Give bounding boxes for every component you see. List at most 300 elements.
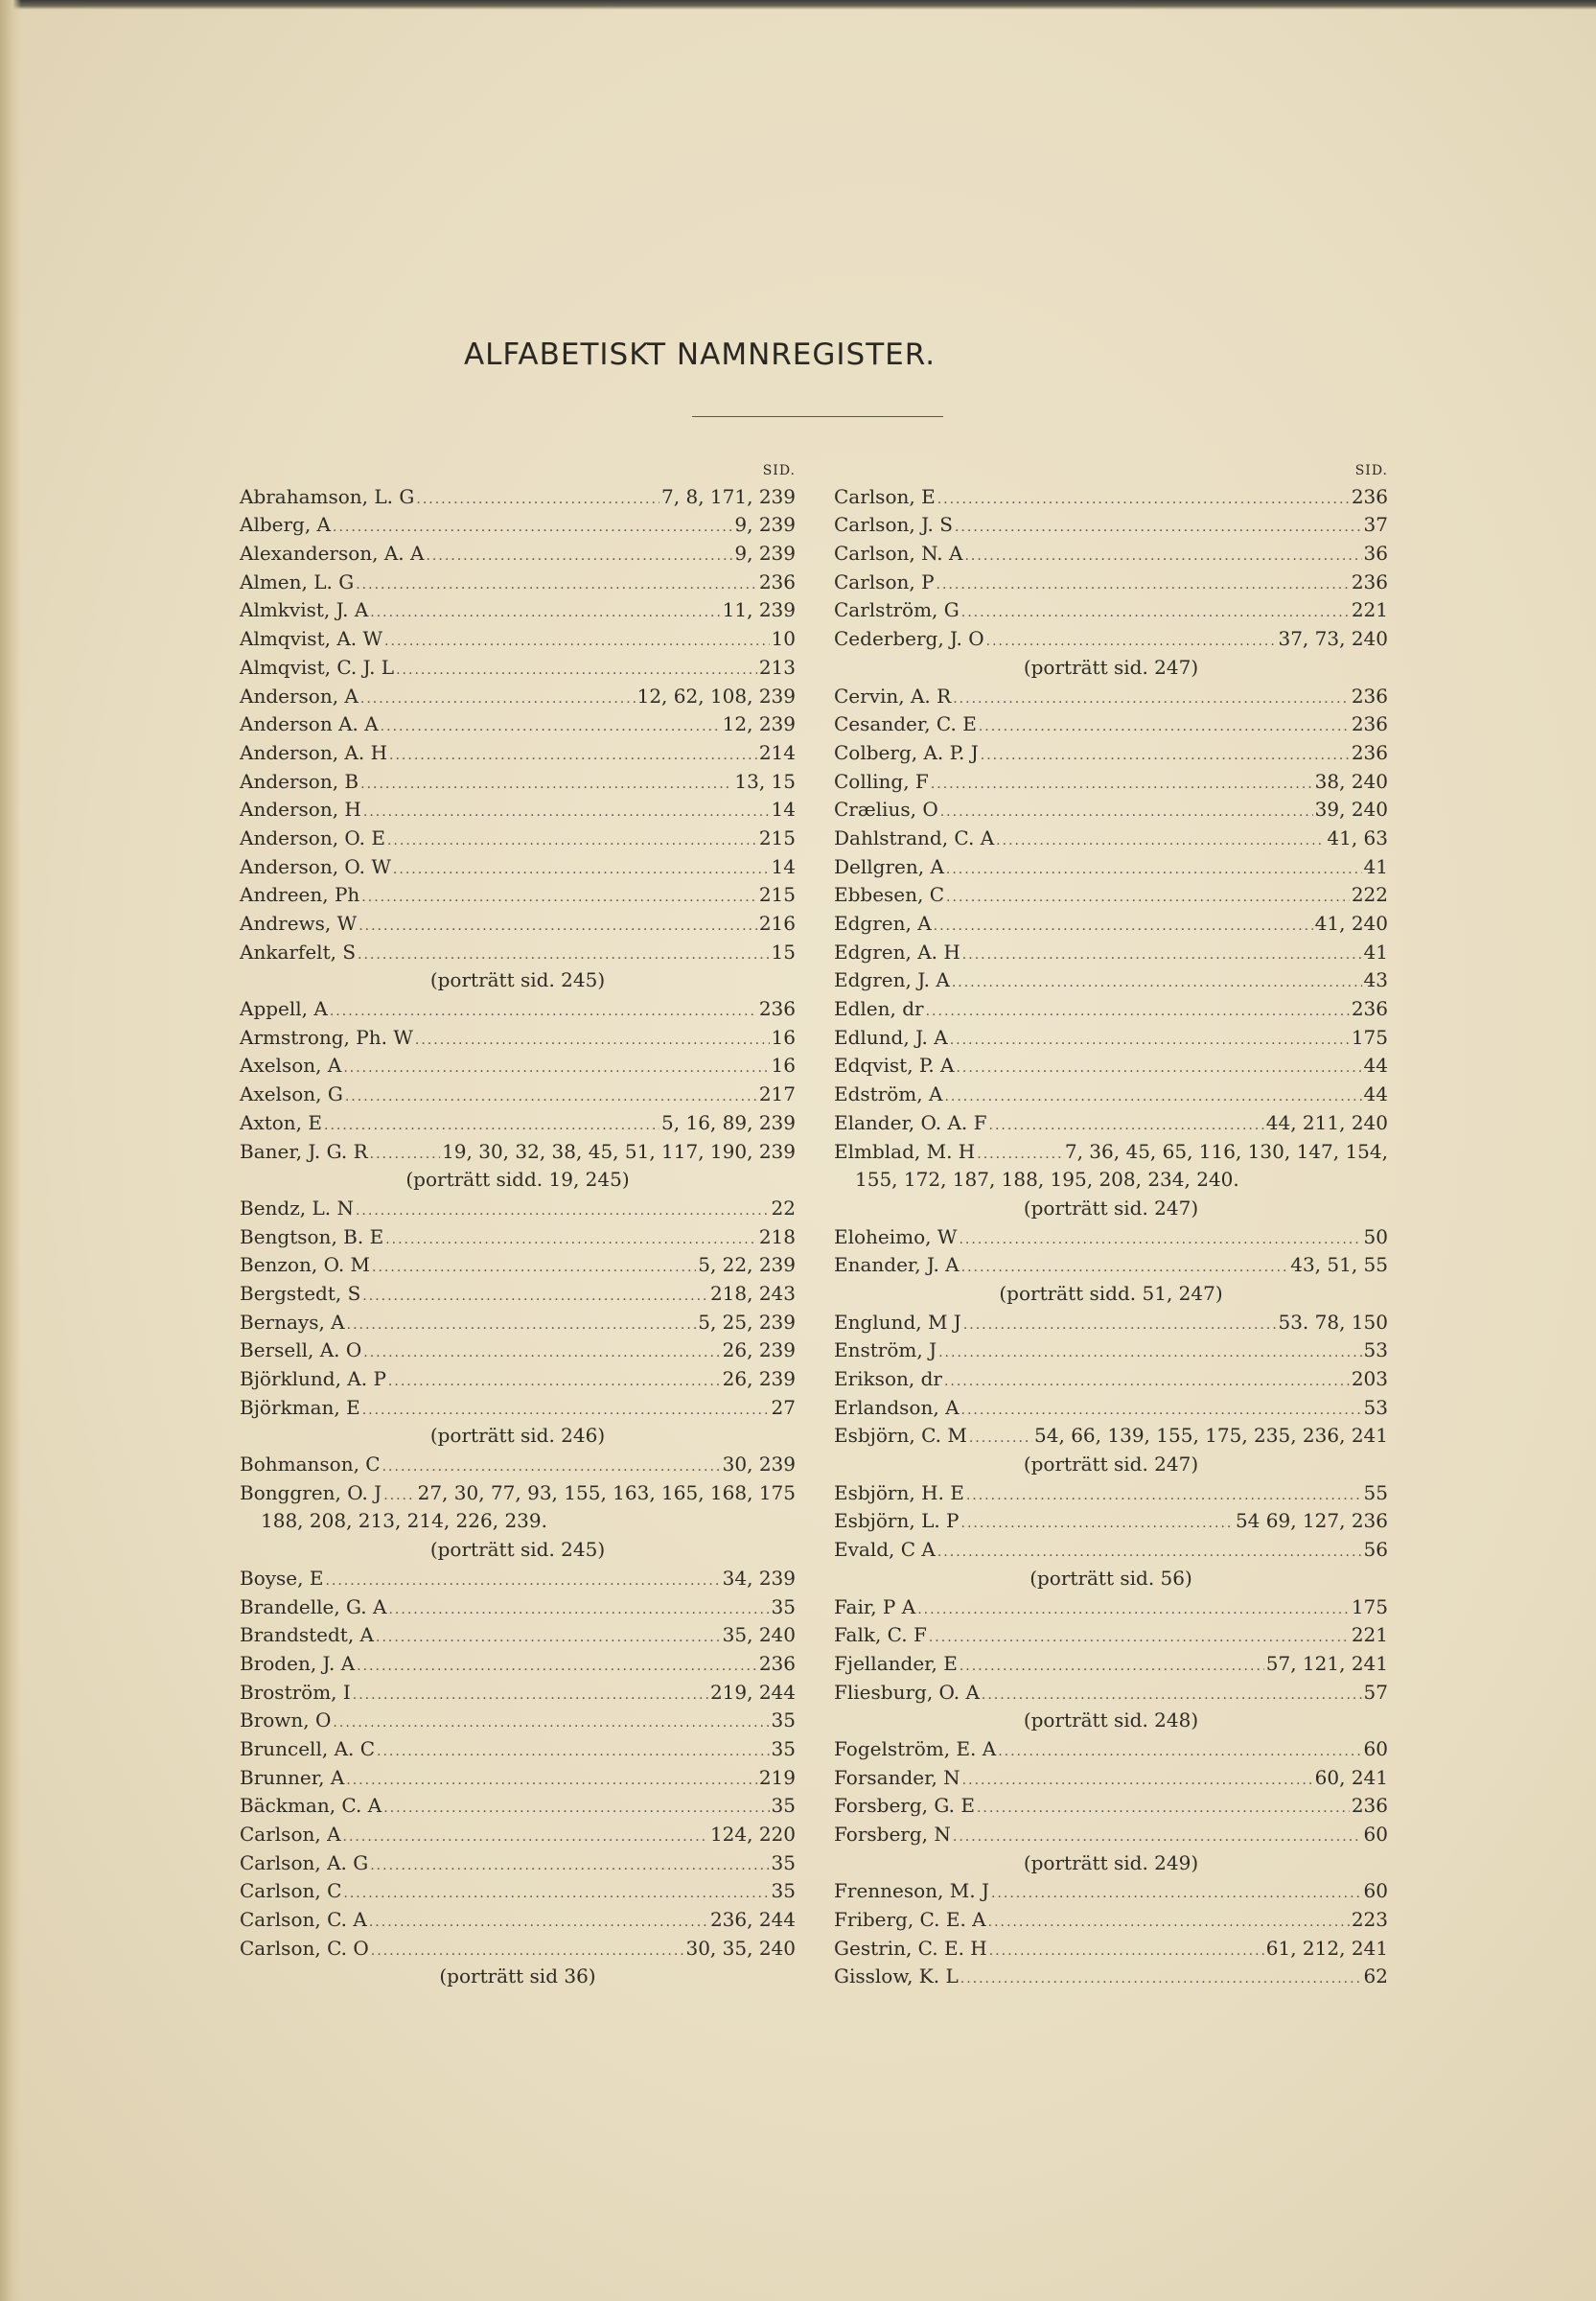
entry-name: Carlson, C — [240, 1879, 342, 1903]
entry-pages: 35, 240 — [722, 1623, 796, 1647]
dot-leader — [961, 1397, 1362, 1426]
entry-pages: 60 — [1363, 1736, 1388, 1760]
entry-name: Edström, A — [834, 1082, 943, 1106]
entry-pages: 9, 239 — [734, 513, 796, 537]
dot-leader — [377, 1738, 770, 1767]
entry-name: Frenneson, M. J — [834, 1879, 989, 1903]
entry-name: Carlson, E — [834, 484, 936, 508]
dot-leader — [381, 713, 721, 742]
index-entry — [834, 1536, 1388, 1565]
left-index-column — [240, 454, 796, 1991]
index-entry — [240, 1024, 796, 1053]
entry-pages: 60, 241 — [1314, 1765, 1388, 1789]
index-entry — [834, 939, 1388, 967]
dot-leader — [962, 941, 1362, 970]
dot-leader — [981, 742, 1350, 771]
entry-name: Armstrong, Ph. W — [240, 1025, 413, 1049]
dot-leader — [356, 571, 757, 600]
index-entry — [834, 1877, 1388, 1906]
entry-pages: 22 — [771, 1196, 796, 1220]
entry-name: Appell, A — [240, 997, 328, 1021]
entry-pages: 34, 239 — [722, 1566, 796, 1590]
index-entry — [834, 1650, 1388, 1679]
index-entry — [834, 1963, 1388, 1991]
entry-name: Dahlstrand, C. A — [834, 825, 995, 849]
entry-pages: 57 — [1363, 1680, 1388, 1704]
entry-name: Fair, P A — [834, 1594, 916, 1618]
entry-name: Enström, J — [834, 1338, 937, 1362]
portrait-note: (porträtt sid. 247) — [1023, 1453, 1199, 1476]
index-entry — [834, 853, 1388, 882]
dot-leader — [946, 856, 1362, 885]
entry-continuation: 188, 208, 213, 214, 226, 239. — [261, 1509, 547, 1533]
entry-name: Forsander, N — [834, 1765, 960, 1789]
index-entry — [834, 825, 1388, 853]
entry-name: Andreen, Ph — [240, 883, 360, 907]
index-entry — [834, 1479, 1388, 1508]
entry-pages: 37, 73, 240 — [1278, 627, 1388, 651]
entry-pages: 5, 22, 239 — [698, 1253, 796, 1277]
entry-pages: 14 — [771, 798, 796, 822]
right-index-column — [834, 454, 1388, 1991]
dot-leader — [966, 1482, 1362, 1511]
entry-pages: 10 — [771, 627, 796, 651]
entry-pages: 12, 62, 108, 239 — [636, 684, 796, 708]
index-entry — [834, 995, 1388, 1024]
entry-name: Elander, O. A. F — [834, 1110, 987, 1134]
index-entry — [240, 1735, 796, 1764]
entry-pages: 221 — [1351, 1623, 1388, 1647]
dot-leader — [952, 969, 1362, 998]
portrait-note: (porträtt sid 36) — [439, 1964, 596, 1988]
entry-name: Edlund, J. A — [834, 1025, 948, 1049]
dot-leader — [371, 1938, 684, 1966]
entry-pages: 203 — [1351, 1367, 1388, 1390]
entry-pages: 38, 240 — [1314, 769, 1388, 793]
entry-name: Bonggren, O. J — [240, 1480, 382, 1504]
index-entry — [240, 1451, 796, 1479]
dot-leader — [393, 856, 770, 885]
entry-name: Bengtson, B. E — [240, 1224, 384, 1248]
index-entry — [834, 1679, 1388, 1708]
index-entry — [834, 796, 1388, 825]
entry-pages: 218, 243 — [709, 1281, 796, 1305]
index-entry — [240, 825, 796, 853]
dot-leader — [360, 771, 732, 800]
entry-name: Brown, O — [240, 1708, 332, 1732]
index-entry — [240, 1309, 796, 1337]
entry-pages: 236 — [758, 1651, 796, 1675]
entry-name: Esbjörn, C. M — [834, 1424, 967, 1448]
index-entry — [834, 881, 1388, 910]
dot-leader — [370, 1141, 440, 1170]
dot-leader — [363, 1339, 720, 1368]
entry-pages: 54, 66, 139, 155, 175, 235, 236, 241 — [1034, 1424, 1388, 1448]
entry-pages: 39, 240 — [1314, 798, 1388, 822]
index-entry — [834, 1735, 1388, 1764]
dot-leader — [950, 1027, 1350, 1056]
index-entry — [240, 1849, 796, 1878]
dot-leader — [940, 799, 1313, 827]
entry-name: Carlson, P — [834, 569, 935, 593]
entry-pages: 19, 30, 32, 38, 45, 51, 117, 190, 239 — [442, 1139, 796, 1163]
entry-name: Anderson, O. W — [240, 854, 391, 878]
dot-leader — [979, 713, 1350, 742]
dot-leader — [988, 1909, 1350, 1938]
index-entry — [834, 966, 1388, 995]
entry-name: Falk, C. F — [834, 1623, 927, 1647]
index-entry — [240, 1081, 796, 1109]
entry-pages: 16 — [771, 1025, 796, 1049]
entry-pages: 236, 244 — [709, 1908, 796, 1932]
index-entry — [240, 1280, 796, 1309]
entry-pages: 213 — [758, 655, 796, 679]
portrait-note: (porträtt sid. 247) — [1023, 655, 1199, 679]
dot-leader — [415, 1027, 770, 1056]
entry-name: Erikson, dr — [834, 1367, 942, 1390]
entry-name: Evald, C A — [834, 1538, 936, 1562]
entry-name: Cervin, A. R — [834, 684, 952, 708]
entry-pages: 62 — [1363, 1964, 1388, 1988]
index-entry — [240, 540, 796, 569]
entry-name: Broden, J. A — [240, 1651, 356, 1675]
left-sid-header: SID. — [762, 463, 796, 478]
entry-pages: 50 — [1363, 1224, 1388, 1248]
entry-pages: 5, 25, 239 — [698, 1310, 796, 1334]
entry-name: Esbjörn, L. P — [834, 1509, 960, 1533]
entry-name: Anderson, H — [240, 798, 361, 822]
dot-leader — [977, 1141, 1063, 1170]
entry-name: Axelson, G — [240, 1082, 343, 1106]
entry-pages: 221 — [1351, 598, 1388, 622]
index-entry — [834, 1394, 1388, 1423]
entry-pages: 27 — [771, 1395, 796, 1419]
entry-pages: 35 — [771, 1594, 796, 1618]
index-entry — [834, 1593, 1388, 1622]
entry-pages: 53. 78, 150 — [1278, 1310, 1388, 1334]
entry-pages: 54 69, 127, 236 — [1235, 1509, 1388, 1533]
dot-leader — [388, 1596, 769, 1625]
dot-leader — [359, 913, 757, 941]
index-entry — [240, 768, 796, 797]
dot-leader — [383, 1795, 769, 1824]
index-entry — [240, 1336, 796, 1365]
entry-pages: 61, 212, 241 — [1265, 1936, 1388, 1960]
dot-leader — [996, 827, 1325, 856]
dot-leader — [991, 1880, 1362, 1909]
index-entry — [240, 1906, 796, 1935]
dot-leader — [998, 1738, 1361, 1767]
entry-pages: 12, 239 — [722, 712, 796, 736]
entry-pages: 215 — [758, 825, 796, 849]
dot-leader — [361, 884, 757, 913]
index-entry — [834, 1621, 1388, 1650]
entry-name: Edgren, J. A — [834, 968, 950, 992]
entry-name: Erlandson, A — [834, 1395, 960, 1419]
index-entry — [834, 1764, 1388, 1793]
title-rule — [692, 416, 943, 417]
entry-pages: 30, 35, 240 — [685, 1936, 796, 1960]
entry-pages: 41 — [1363, 854, 1388, 878]
dot-leader — [964, 543, 1361, 571]
dot-leader — [389, 742, 757, 771]
entry-pages: 60 — [1363, 1823, 1388, 1846]
entry-pages: 30, 239 — [722, 1453, 796, 1476]
portrait-note: (porträtt sid. 247) — [1023, 1196, 1199, 1220]
index-entry — [240, 1679, 796, 1708]
entry-pages: 219 — [758, 1765, 796, 1789]
index-entry — [240, 654, 796, 683]
dot-leader — [937, 1539, 1362, 1568]
dot-leader — [388, 1368, 721, 1397]
entry-name: Almen, L. G — [240, 569, 355, 593]
entry-pages: 60 — [1363, 1879, 1388, 1903]
entry-pages: 41, 63 — [1327, 825, 1388, 849]
index-entry — [834, 596, 1388, 625]
index-entry — [240, 1109, 796, 1138]
entry-name: Bendz, L. N — [240, 1196, 354, 1220]
entry-pages: 35 — [771, 1850, 796, 1874]
entry-pages: 11, 239 — [722, 598, 796, 622]
entry-pages: 41 — [1363, 940, 1388, 964]
dot-leader — [969, 1425, 1032, 1453]
entry-name: Alberg, A — [240, 513, 331, 537]
dot-leader — [346, 1767, 757, 1796]
index-entry — [240, 995, 796, 1024]
entry-name: Fogelström, E. A — [834, 1736, 997, 1760]
entry-pages: 216 — [758, 912, 796, 935]
index-entry — [834, 540, 1388, 569]
entry-pages: 9, 239 — [734, 542, 796, 566]
dot-leader — [357, 1653, 757, 1682]
portrait-note: (porträtt sid. 249) — [1023, 1850, 1199, 1874]
dot-leader — [385, 1226, 757, 1255]
entry-pages: 5, 16, 89, 239 — [661, 1110, 796, 1134]
entry-name: Baner, J. G. R — [240, 1139, 368, 1163]
entry-pages: 43, 51, 55 — [1290, 1253, 1388, 1277]
index-entry — [834, 1336, 1388, 1365]
entry-name: Benzon, O. M — [240, 1253, 371, 1277]
index-entry — [834, 1251, 1388, 1280]
dot-leader — [977, 1795, 1350, 1824]
entry-pages: 53 — [1363, 1338, 1388, 1362]
index-entry — [240, 1052, 796, 1081]
page-title: ALFABETISKT NAMNREGISTER. — [463, 337, 937, 372]
index-entry — [834, 768, 1388, 797]
dot-leader — [383, 1482, 415, 1511]
dot-leader — [963, 1312, 1277, 1340]
entry-name: Carlson, C. A — [240, 1908, 367, 1932]
entry-pages: 44 — [1363, 1082, 1388, 1106]
entry-name: Carlström, G — [834, 598, 960, 622]
entry-pages: 222 — [1351, 883, 1388, 907]
entry-name: Cederberg, J. O — [834, 627, 984, 651]
dot-leader — [931, 771, 1313, 800]
index-entry — [240, 739, 796, 768]
index-entry — [240, 1877, 796, 1906]
dot-leader — [330, 998, 757, 1027]
entry-pages: 35 — [771, 1708, 796, 1732]
entry-pages: 35 — [771, 1879, 796, 1903]
entry-name: Enander, J. A — [834, 1253, 960, 1277]
entry-pages: 56 — [1363, 1538, 1388, 1562]
dot-leader — [362, 1283, 708, 1312]
entry-continuation: 155, 172, 187, 188, 195, 208, 234, 240. — [855, 1168, 1239, 1192]
dot-leader — [396, 657, 757, 686]
dot-leader — [955, 514, 1362, 543]
entry-pages: 7, 8, 171, 239 — [661, 484, 796, 508]
entry-pages: 41, 240 — [1314, 912, 1388, 935]
entry-name: Anderson, A. H — [240, 740, 388, 764]
index-entry — [240, 910, 796, 939]
entry-name: Elmblad, M. H — [834, 1139, 976, 1163]
entry-pages: 175 — [1351, 1594, 1388, 1618]
entry-pages: 35 — [771, 1736, 796, 1760]
entry-pages: 35 — [771, 1794, 796, 1818]
entry-name: Friberg, C. E. A — [834, 1908, 986, 1932]
index-entry — [240, 796, 796, 825]
dot-leader — [934, 913, 1313, 941]
entry-name: Axelson, A — [240, 1054, 342, 1078]
index-entry — [834, 1138, 1388, 1167]
dot-leader — [382, 1453, 721, 1482]
index-entry — [834, 511, 1388, 540]
entry-pages: 53 — [1363, 1395, 1388, 1419]
entry-name: Anderson, O. E — [240, 825, 385, 849]
dot-leader — [944, 1368, 1350, 1397]
dot-leader — [917, 1596, 1350, 1625]
dot-leader — [333, 514, 732, 543]
entry-pages: 124, 220 — [709, 1823, 796, 1846]
portrait-note: (porträtt sid. 248) — [1023, 1708, 1199, 1732]
dot-leader — [956, 1055, 1361, 1083]
entry-name: Carlson, C. O — [240, 1936, 369, 1960]
index-entry — [240, 1394, 796, 1423]
dot-leader — [946, 884, 1350, 913]
dot-leader — [370, 1852, 769, 1881]
entry-name: Andrews, W — [240, 912, 358, 935]
entry-name: Esbjörn, H. E — [834, 1480, 964, 1504]
entry-name: Gestrin, C. E. H — [834, 1936, 987, 1960]
index-entry — [834, 1792, 1388, 1821]
entry-name: Björklund, A. P — [240, 1367, 386, 1390]
dot-leader — [982, 1682, 1362, 1710]
entry-pages: 26, 239 — [722, 1338, 796, 1362]
dot-leader — [960, 1653, 1264, 1682]
dot-leader — [372, 1254, 696, 1283]
index-entry — [834, 683, 1388, 711]
index-entry — [240, 625, 796, 654]
entry-pages: 36 — [1363, 542, 1388, 566]
entry-name: Anderson A. A — [240, 712, 379, 736]
entry-pages: 236 — [1351, 997, 1388, 1021]
entry-pages: 15 — [771, 940, 796, 964]
entry-name: Forsberg, G. E — [834, 1794, 975, 1818]
index-entry — [834, 1365, 1388, 1394]
entry-name: Forsberg, N — [834, 1823, 951, 1846]
dot-leader — [959, 1226, 1361, 1255]
index-entry — [240, 483, 796, 512]
index-entry — [240, 710, 796, 739]
entry-name: Bergstedt, S — [240, 1281, 361, 1305]
index-entry — [834, 1223, 1388, 1252]
entry-name: Bernays, A — [240, 1310, 345, 1334]
index-entry — [834, 739, 1388, 768]
entry-name: Broström, I — [240, 1680, 351, 1704]
entry-name: Brandelle, G. A — [240, 1594, 387, 1618]
entry-pages: 16 — [771, 1054, 796, 1078]
dot-leader — [384, 628, 770, 657]
dot-leader — [937, 486, 1350, 515]
dot-leader — [363, 799, 770, 827]
index-entry — [240, 1365, 796, 1394]
entry-name: Englund, M J — [834, 1310, 961, 1334]
entry-name: Cesander, C. E — [834, 712, 977, 736]
dot-leader — [961, 1510, 1234, 1539]
page-top-edge — [0, 0, 1596, 10]
index-entry — [240, 1593, 796, 1622]
portrait-note: (porträtt sid. 245) — [429, 968, 606, 992]
index-entry — [240, 511, 796, 540]
dot-leader — [961, 1254, 1289, 1283]
index-entry — [834, 1109, 1388, 1138]
dot-leader — [362, 1397, 770, 1426]
index-entry — [834, 569, 1388, 597]
entry-name: Bohmanson, C — [240, 1453, 381, 1476]
dot-leader — [360, 686, 636, 714]
index-entry — [240, 1251, 796, 1280]
index-entry — [240, 1479, 796, 1508]
entry-name: Gisslow, K. L — [834, 1964, 959, 1988]
entry-name: Edqvist, P. A — [834, 1054, 955, 1078]
portrait-note: (porträtt sidd. 19, 245) — [405, 1168, 630, 1192]
index-entry — [834, 1906, 1388, 1935]
dot-leader — [989, 1938, 1264, 1966]
index-entry — [240, 1764, 796, 1793]
entry-pages: 236 — [1351, 684, 1388, 708]
entry-pages: 236 — [758, 997, 796, 1021]
entry-name: Carlson, A. G — [240, 1850, 369, 1874]
entry-pages: 27, 30, 77, 93, 155, 163, 165, 168, 175 — [417, 1480, 796, 1504]
entry-pages: 7, 36, 45, 65, 116, 130, 147, 154, — [1064, 1139, 1388, 1163]
dot-leader — [953, 686, 1350, 714]
index-entry — [834, 1821, 1388, 1849]
entry-name: Brunner, A — [240, 1765, 345, 1789]
index-entry — [834, 1052, 1388, 1081]
dot-leader — [358, 941, 770, 970]
entry-name: Carlson, N. A — [834, 542, 963, 566]
entry-pages: 26, 239 — [722, 1367, 796, 1390]
dot-leader — [944, 1083, 1361, 1112]
entry-name: Alexanderson, A. A — [240, 542, 425, 566]
index-entry — [834, 1935, 1388, 1964]
index-entry — [240, 1565, 796, 1593]
portrait-note: (porträtt sid. 56) — [1029, 1566, 1192, 1590]
index-entry — [240, 939, 796, 967]
dot-leader — [333, 1709, 769, 1738]
entry-pages: 44, 211, 240 — [1265, 1110, 1388, 1134]
index-entry — [240, 1621, 796, 1650]
index-entry — [240, 1935, 796, 1964]
entry-name: Colberg, A. P. J — [834, 740, 979, 764]
entry-name: Edgren, A. H — [834, 940, 960, 964]
entry-name: Colling, F — [834, 769, 929, 793]
entry-name: Edlen, dr — [834, 997, 924, 1021]
entry-name: Bersell, A. O — [240, 1338, 362, 1362]
entry-pages: 217 — [758, 1082, 796, 1106]
entry-pages: 37 — [1363, 513, 1388, 537]
entry-name: Eloheimo, W — [834, 1224, 958, 1248]
